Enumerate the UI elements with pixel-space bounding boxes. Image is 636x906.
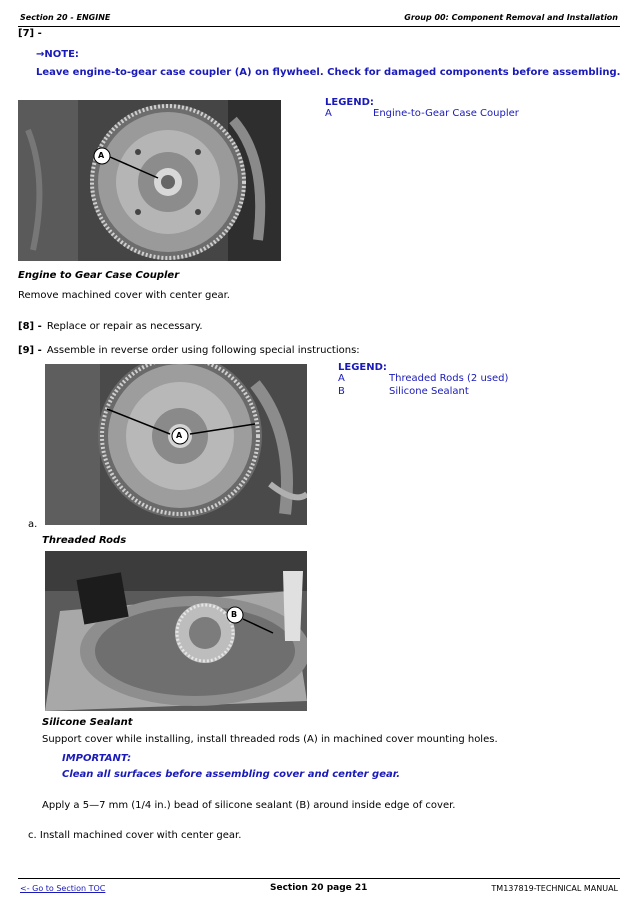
step-8-marker: [8] - [18,321,42,332]
legend-key: A [338,373,345,384]
step-9-marker: [9] - [18,345,42,356]
step-8 [18,314,203,333]
apply-text: Apply a 5—7 mm (1/4 in.) bead of silicone sealant (B) around inside edge of cover. [42,800,456,811]
legend-heading: LEGEND: [338,362,387,373]
section-title: Section 20 - ENGINE [20,13,111,22]
substep-a-text: Support cover while installing, install threaded rods (A) in machined cover mounting holes. [42,734,498,745]
important-text: Clean all surfaces before assembling cover and center gear. [62,769,401,780]
group-title: Group 00: Component Removal and Installation [404,13,618,22]
note-text: Leave engine-to-gear case coupler (A) on flywheel. Check for damaged components before assembling. [36,67,621,78]
legend-1 [325,97,605,122]
legend-heading: LEGEND: [325,97,374,108]
legend-value: Engine-to-Gear Case Coupler [373,108,519,119]
figure-1-caption: Engine to Gear Case Coupler [18,270,180,281]
page-header [18,12,620,27]
step-9-text: Assemble in reverse order using following special instructions: [46,345,360,356]
remove-text: Remove machined cover with center gear. [18,290,230,301]
legend-key: B [338,386,345,397]
substep-c-marker: c. [28,830,37,841]
callout-b: B [231,610,238,619]
section-toc-link[interactable]: <- Go to Section TOC [20,884,106,893]
flywheel-photo [18,100,281,261]
step-7-marker: [7] - [18,28,42,39]
legend-item [338,373,608,386]
figure-3-caption: Silicone Sealant [42,717,133,728]
page-number: Section 20 page 21 [270,883,368,893]
legend-item [338,386,608,399]
manual-id: TM137819-TECHNICAL MANUAL [491,884,618,893]
callout-a: A [176,431,183,440]
legend-value: Threaded Rods (2 used) [389,373,509,384]
threaded-rods-photo [45,364,307,525]
important-heading: IMPORTANT: [62,753,132,764]
legend-item [325,108,605,122]
legend-value: Silicone Sealant [389,386,469,397]
step-9 [18,338,360,357]
substep-c-text: Install machined cover with center gear. [39,830,242,841]
legend-key: A [325,108,332,119]
legend-2 [338,362,608,399]
note-heading: →NOTE: [36,49,79,60]
callout-a: A [98,151,105,160]
step-8-text: Replace or repair as necessary. [46,321,203,332]
page-footer [18,878,620,899]
silicone-sealant-photo [45,551,307,711]
figure-2-caption: Threaded Rods [42,535,127,546]
substep-a-marker: a. [28,519,38,530]
substep-c [28,830,241,841]
